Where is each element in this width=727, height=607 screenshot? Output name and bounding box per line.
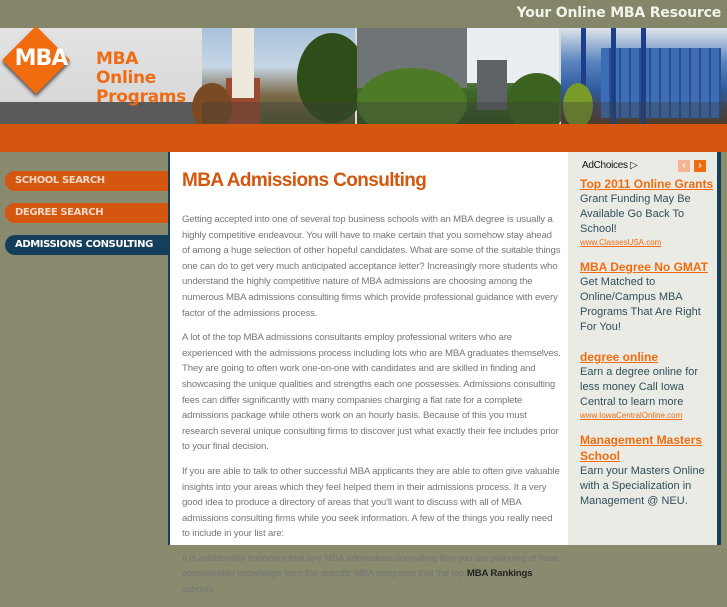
top-bar xyxy=(0,0,727,28)
main-content xyxy=(168,152,568,596)
logo[interactable] xyxy=(0,28,202,124)
brand-name: MBA Online Programs xyxy=(96,49,186,107)
campus-building-photo xyxy=(357,28,559,124)
site-tagline: Your Online MBA Resource xyxy=(516,5,721,21)
sidebar-nav xyxy=(0,152,168,545)
paragraph: Getting accepted into one of several top business schools with an MBA degree is usually a highly competitive endeavour. You will have to make certain that you somehow stay ahead of among a huge selection of other hopeful candidates. What are some of the suitable things one can do to get very much anticipated acceptance letter? Increasingly more students who understand the highly competitive nature of MBA admissions are choosing among the numerous MBA admissions consulting firms which provide professional guidance with every factor of the admissions process. xyxy=(182,214,561,319)
modern-building-photo xyxy=(561,28,727,124)
page-title: MBA Admissions Consulting xyxy=(182,170,427,191)
header-banner xyxy=(0,28,727,124)
adchoices-link[interactable]: AdChoices ▷ xyxy=(582,160,638,171)
article-body xyxy=(182,212,562,607)
paragraph: If you are able to talk to other successful MBA applicants they are able to often give valuable insights into your areas which they feel helped them in their admissions process. It a very good idea to produce a directory of areas that you'll want to discuss with all of MBA admissions consulting firms while you seek information. A few of the things you really need to include in your list are: xyxy=(182,465,560,540)
right-margin xyxy=(721,152,727,545)
header-orange-band xyxy=(0,124,727,152)
sidebar-item-school-search[interactable]: SCHOOL SEARCH xyxy=(5,171,168,191)
ad-item xyxy=(580,176,715,249)
ad-sidebar xyxy=(568,152,717,545)
sidebar-item-admissions-consulting[interactable]: ADMISSIONS CONSULTING xyxy=(5,235,168,255)
mba-rankings-link[interactable]: MBA Rankings xyxy=(466,568,533,580)
ad-item xyxy=(580,259,715,335)
chevron-right-icon[interactable]: › xyxy=(694,160,706,172)
paragraph: A lot of the top MBA admissions consultants employ professional writers who are experienced with the admissions process including lots who are MBA graduates themselves. They are going to often work one-on-one with candidates and are skilled in finding and showcasing the unique qualities and strengths each one possesses. Admissions consulting fees can differ significantly with many companies charging a flat rate for a complete admissions package while others work on an hourly basis. Because of this you must research several unique consulting firms to discover just what exactly their fee includes prior to your final decision. xyxy=(182,332,561,453)
ad-title-link[interactable]: MBA Degree No GMAT xyxy=(580,260,709,274)
ad-description: Get Matched to Online/Campus MBA Programs That Are Right For You! xyxy=(580,276,701,333)
ad-description: Earn a degree online for less money Call Iowa Central to learn more xyxy=(580,366,699,408)
ad-title-link[interactable]: Top 2011 Online Grants xyxy=(580,177,714,191)
chevron-left-icon[interactable]: ‹ xyxy=(678,160,690,172)
sidebar-item-degree-search[interactable]: DEGREE SEARCH xyxy=(5,203,168,223)
ad-choices-icon: ▷ xyxy=(630,160,638,171)
ad-list xyxy=(580,176,715,519)
ad-url-link[interactable]: www.ClassesUSA.com xyxy=(580,238,662,247)
ad-url-link[interactable]: www.IowaCentralOnline.com xyxy=(580,411,683,420)
mba-diamond-icon: MBA xyxy=(3,24,69,90)
campus-clocktower-photo xyxy=(202,28,355,124)
ad-title-link[interactable]: Management Masters School xyxy=(580,433,703,463)
ad-item xyxy=(580,432,715,509)
ad-title-link[interactable]: degree online xyxy=(580,350,659,364)
ad-description: Grant Funding May Be Available Go Back To School! xyxy=(580,193,691,235)
ad-item xyxy=(580,349,715,422)
ad-description: Earn your Masters Online with a Specialization in Management @ NEU. xyxy=(580,465,705,507)
paragraph: It is additionally important that any MBA admissions consulting firm you are planning of have considerable knowledge from the specific MBA programs that the top MBA Rankings schools xyxy=(182,552,559,596)
